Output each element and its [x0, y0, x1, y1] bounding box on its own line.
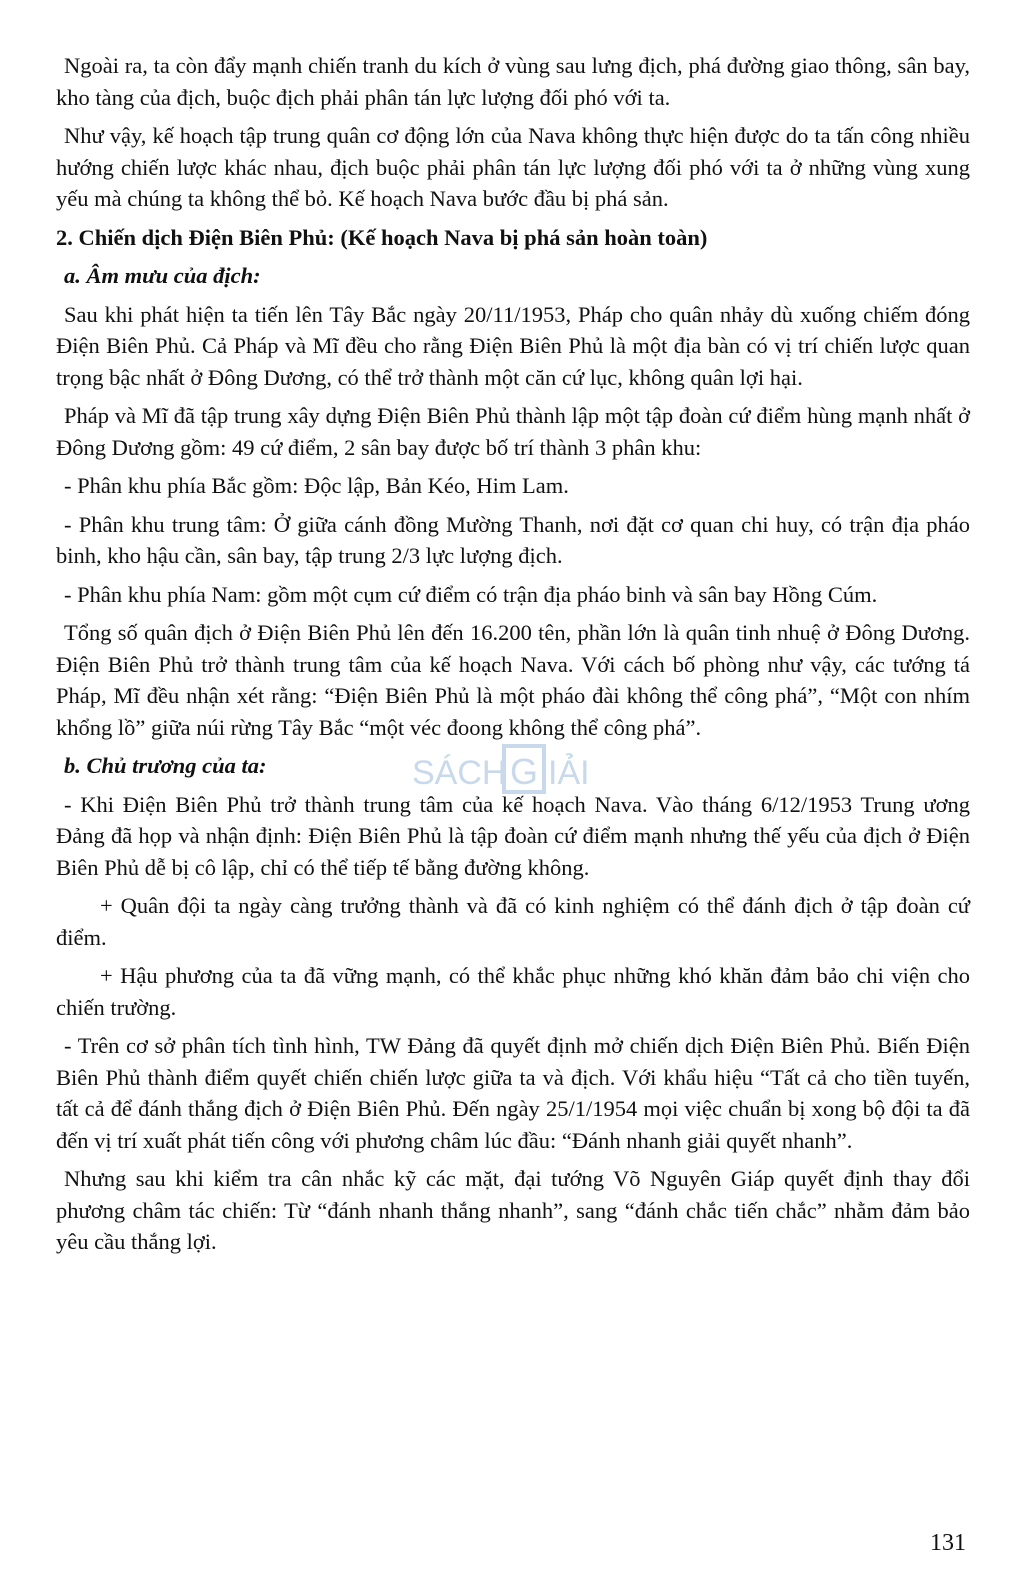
section-heading: 2. Chiến dịch Điện Biên Phủ: (Kế hoạch Nava bị phá sản hoàn toàn)	[56, 224, 708, 250]
paragraph: Tổng số quân địch ở Điện Biên Phủ lên đến 16.200 tên, phần lớn là quân tinh nhuệ ở Đông Dương. Điện Biên Phủ trở thành trung tâm của kế hoạch Nava. Với cách bố phòng như vậy, các tướng tá Pháp, Mĩ đều nhận xét rằng: “Điện Biên Phủ là một pháo đài không thể công phá”, “Một con nhím khổng lồ” giữa núi rừng Tây Bắc “một véc đoong không thể công phá”.	[56, 620, 970, 740]
watermark-text-left: SÁCH	[412, 754, 507, 792]
list-item: - Phân khu phía Nam: gồm một cụm cứ điểm có trận địa pháo binh và sân bay Hồng Cúm.	[64, 581, 878, 607]
paragraph: Pháp và Mĩ đã tập trung xây dựng Điện Biên Phủ thành lập một tập đoàn cứ điểm hùng mạnh nhất ở Đông Dương gồm: 49 cứ điểm, 2 sân bay được bố trí thành 3 phân khu:	[56, 403, 970, 460]
list-item: - Trên cơ sở phân tích tình hình, TW Đảng đã quyết định mở chiến dịch Điện Biên Phủ. Biến Điện Biên Phủ thành điểm quyết chiến chiến lược giữa ta và địch. Với khẩu hiệu “Tất cả cho tiền tuyến, tất cả để đánh thắng địch ở Điện Biên Phủ. Đến ngày 25/1/1954 mọi việc chuẩn bị xong bộ đội ta đã đến vị trí xuất phát tiến công với phương châm lúc đầu: “Đánh nhanh giải quyết nhanh”.	[56, 1033, 970, 1153]
list-item: + Quân đội ta ngày càng trưởng thành và đã có kinh nghiệm có thể đánh địch ở tập đoàn cứ điểm.	[56, 893, 970, 950]
paragraph: Ngoài ra, ta còn đẩy mạnh chiến tranh du kích ở vùng sau lưng địch, phá đường giao thông, sân bay, kho tàng của địch, buộc địch phải phân tán lực lượng đối phó với ta.	[56, 53, 970, 110]
watermark-text-right: IẢI	[548, 754, 590, 792]
subsection-heading: b. Chủ trương của ta:	[64, 753, 267, 778]
list-item: - Khi Điện Biên Phủ trở thành trung tâm của kế hoạch Nava. Vào tháng 6/12/1953 Trung ương Đảng đã họp và nhận định: Điện Biên Phủ là tập đoàn cứ điểm mạnh nhưng thế yếu của địch ở Điện Biên Phủ dễ bị cô lập, chỉ có thể tiếp tế bằng đường không.	[56, 791, 970, 880]
page-number: 131	[930, 1530, 966, 1556]
paragraph: Nhưng sau khi kiểm tra cân nhắc kỹ các mặt, đại tướng Võ Nguyên Giáp quyết định thay đổi phương châm tác chiến: Từ “đánh nhanh thắng nhanh”, sang “đánh chắc tiến chắc” nhằm đảm bảo yêu cầu thắng lợi.	[56, 1166, 970, 1254]
list-item: - Phân khu trung tâm: Ở giữa cánh đồng Mường Thanh, nơi đặt cơ quan chi huy, có trận địa pháo binh, kho hậu cần, sân bay, tập trung 2/3 lực lượng địch.	[56, 511, 970, 568]
list-item: + Hậu phương của ta đã vững mạnh, có thể khắc phục những khó khăn đảm bảo chi viện cho chiến trường.	[56, 963, 970, 1020]
paragraph: Sau khi phát hiện ta tiến lên Tây Bắc ngày 20/11/1953, Pháp cho quân nhảy dù xuống chiếm đóng Điện Biên Phủ. Cả Pháp và Mĩ đều cho rằng Điện Biên Phủ là một địa bàn có vị trí chiến lược quan trọng bậc nhất ở Đông Dương, có thể trở thành một căn cứ lục, không quân lợi hại.	[56, 301, 970, 390]
paragraph: Như vậy, kế hoạch tập trung quân cơ động lớn của Nava không thực hiện được do ta tấn công nhiều hướng chiến lược khác nhau, địch buộc phải phân tán lực lượng đối phó với ta ở những vùng xung yếu mà chúng ta không thể bỏ. Kế hoạch Nava bước đầu bị phá sản.	[56, 123, 970, 211]
watermark-text-logo: G	[510, 751, 539, 792]
subsection-heading: a. Âm mưu của địch:	[64, 263, 261, 288]
document-body	[56, 50, 970, 1265]
list-item: - Phân khu phía Bắc gồm: Độc lập, Bản Kéo, Him Lam.	[64, 473, 569, 498]
